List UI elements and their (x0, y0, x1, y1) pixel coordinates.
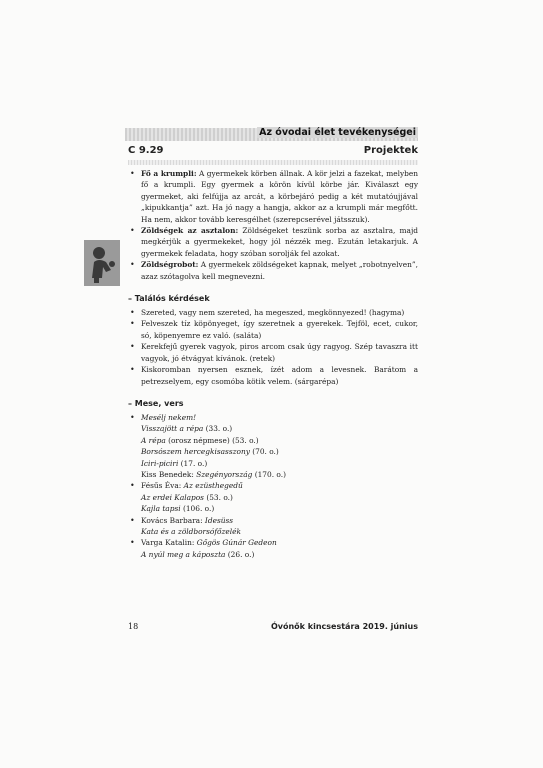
tale-line: A nyúl meg a káposzta (26. o.) (141, 549, 255, 559)
list-item (128, 259, 418, 282)
tale-line: Borsószem hercegkisasszony (70. o.) (141, 447, 279, 457)
game-list (128, 168, 418, 282)
tale-line: Visszajött a répa (33. o.) (141, 424, 233, 434)
game-text: A gyermekek zöldségeket kapnak, melyet „robotnyelven”, azaz szótagolva kell megnevezni. (141, 260, 418, 281)
tale-line: • Fésűs Éva: Az ezüsthegedű (141, 481, 243, 491)
riddles-heading: – Találós kérdések (128, 294, 210, 304)
list-item: • Kerekfejű gyerek vagyok, piros arcom csak úgy ragyog. Szép tavaszra itt vagyok, jó étvágyat kívánok. (retek) (128, 341, 418, 364)
tale-line: Kata és a zöldborsófőzelék (141, 526, 241, 536)
list-item: • Kiskoromban nyersen esznek, ízét adom a levesnek. Barátom a petrezselyem, egy csomóba kötik velem. (sárgarépa) (128, 364, 418, 387)
tale-line: • Varga Katalin: Gőgös Gúnár Gedeon (141, 538, 277, 548)
tale-line: Kajla tapsi (106. o.) (141, 504, 215, 514)
tale-line: Kiss Benedek: Szegényország (170. o.) (141, 469, 286, 479)
list-item (128, 515, 418, 538)
tales-heading: – Mese, vers (128, 398, 184, 408)
tales-list (128, 412, 418, 560)
publication-title: Óvónők kincsestára 2019. június (270, 622, 418, 631)
game-term: Fő a krumpli: (141, 169, 197, 178)
category-title: Projektek (363, 145, 418, 156)
tale-line: Iciri-piciri (17. o.) (141, 458, 208, 468)
list-item (128, 225, 418, 259)
page-code: C 9.29 (128, 145, 164, 156)
list-item (128, 412, 418, 480)
tale-line: • Kovács Barbara: Idesüss (141, 515, 234, 525)
tale-line: A répa (orosz népmese) (53. o.) (141, 435, 259, 445)
game-icon (84, 240, 120, 286)
list-item (128, 537, 418, 560)
list-item (128, 480, 418, 514)
riddle-list (128, 307, 418, 387)
header-rule (128, 160, 418, 165)
page-number: 18 (128, 622, 139, 631)
tale-line: Az erdei Kalapos (53. o.) (141, 492, 233, 502)
main-content (128, 168, 418, 560)
game-text: A gyermekek körben állnak. A kör jelzi a fazekat, melyben fő a krumpli. Egy gyermek a körön kívül körbe jár. Kiválaszt egy gyermeket, aki felfújja az arcát, a körbejáró pedig a két mutatóujjával „kipukkantja” azt. Ha jó nagy a hangja, akkor az a krumpli már megfőtt. Ha nem, akkor tovább keresgélhet (szerepcserével játsszuk). (141, 169, 418, 224)
list-item (128, 168, 418, 225)
game-text: Zöldségeket teszünk sorba az asztalra, majd megkérjük a gyermekeket, hogy jól nézzék meg. Ezután letakarjuk. A gyermekek feladata, hogy szóban sorolják fel azokat. (141, 226, 418, 258)
tale-line: • Mesélj nekem! (141, 412, 197, 422)
list-item: • Szereted, vagy nem szereted, ha megeszed, megkönnyezed! (hagyma) (128, 307, 418, 318)
game-term: Zöldségrobot: (141, 260, 199, 270)
section-title: Az óvodai élet tevékenységei (259, 127, 416, 138)
list-item: • Felveszek tíz köpönyeget, így szeretnek a gyerekek. Tejföl, ecet, cukor, só, köpenyemre ez való. (saláta) (128, 318, 418, 341)
game-term: Zöldségek az asztalon: (141, 226, 239, 236)
